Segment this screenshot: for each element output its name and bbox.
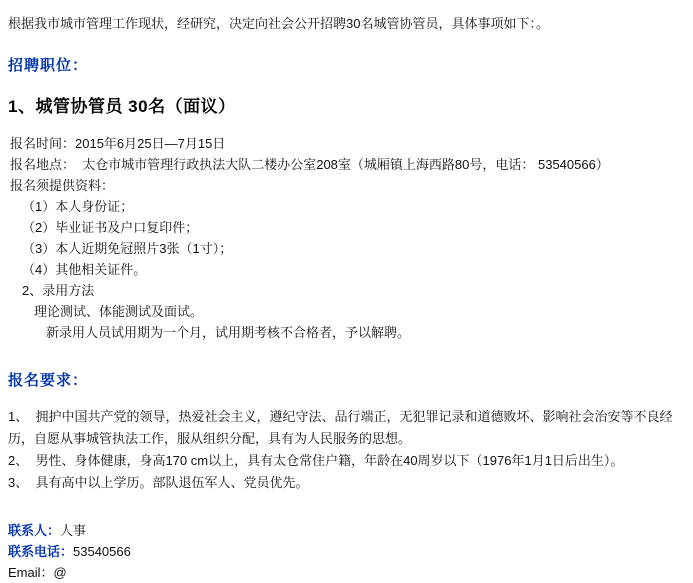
contact-person-value: 人事 <box>60 523 87 538</box>
requirements-list <box>0 390 693 494</box>
detail-line-materials-heading: 报名须提供资料： <box>10 178 115 193</box>
contact-person-label: 联系人： <box>8 523 61 538</box>
contact-phone-value: 53540566 <box>73 544 131 559</box>
requirement-item-3: 3、 具有高中以上学历。部队退伍军人、党员优先。 <box>8 475 309 490</box>
detail-line-selection-heading: 2、录用方法 <box>22 283 95 298</box>
detail-line-selection-methods: 理论测试、体能测试及面试。 <box>34 304 204 319</box>
detail-line-material-1: （1）本人身份证； <box>22 199 134 214</box>
contact-person-row <box>8 520 683 541</box>
contact-phone-label: 联系电话： <box>8 544 74 559</box>
section-heading-positions: 招聘职位： <box>8 57 89 74</box>
section-heading-requirements: 报名要求： <box>8 372 89 389</box>
detail-line-registration-time: 报名时间：2015年6月25日—7月15日 <box>10 136 226 151</box>
contact-email-row <box>8 562 683 583</box>
detail-line-registration-place: 报名地点： 太仓市城市管理行政执法大队二楼办公室208室（城厢镇上海西路80号，电话： 53540566） <box>10 157 609 172</box>
contact-email-value: @ <box>53 565 67 580</box>
detail-line-material-4: （4）其他相关证件。 <box>22 262 147 277</box>
job-title: 1、城管协管员 30名（面议） <box>8 97 236 116</box>
requirement-item-1: 1、 拥护中国共产党的领导，热爱社会主义，遵纪守法、品行端正，无犯罪记录和道德败坏、影响社会治安等不良经历，自愿从事城管执法工作，服从组织分配，具有为人民服务的思想。 <box>8 409 673 446</box>
contact-info <box>0 494 693 583</box>
contact-phone-row <box>8 541 683 562</box>
job-details <box>0 117 693 343</box>
detail-line-probation: 新录用人员试用期为一个月，试用期考核不合格者，予以解聘。 <box>46 325 411 340</box>
requirement-item-2: 2、 男性、身体健康，身高170 cm以上，具有太仓常住户籍，年龄在40周岁以下（1976年1月1日后出生）。 <box>8 453 624 468</box>
contact-email-label: Email： <box>8 565 54 580</box>
detail-line-material-2: （2）毕业证书及户口复印件； <box>22 220 199 235</box>
intro-paragraph: 根据我市城市管理工作现状，经研究，决定向社会公开招聘30名城管协管员，具体事项如下：。 <box>8 16 549 31</box>
detail-line-material-3: （3）本人近期免冠照片3张（1寸）； <box>22 241 233 256</box>
